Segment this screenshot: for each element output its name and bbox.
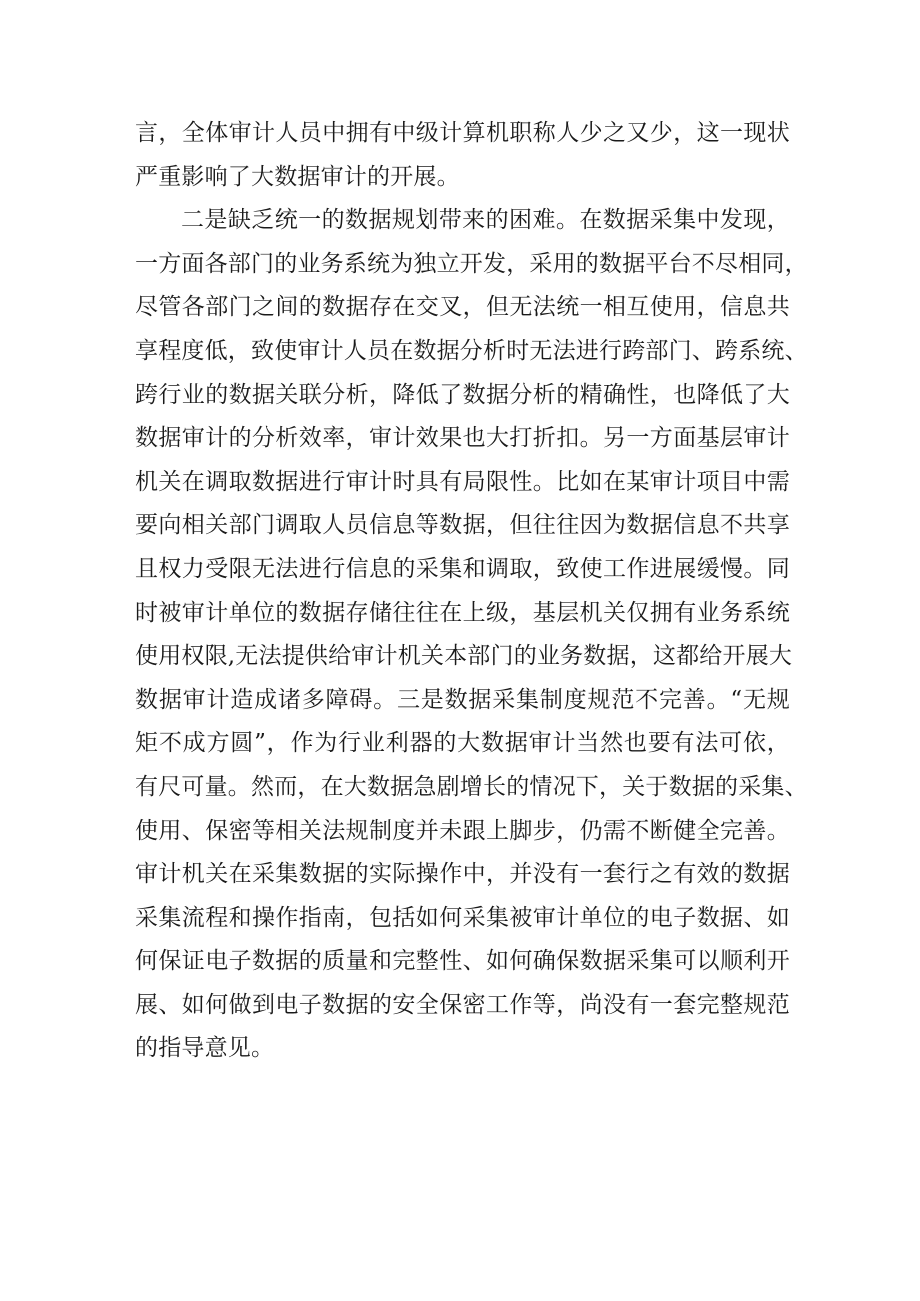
text-line: 数据审计造成诸多障碍。三是数据采集制度规范不完善。“无规 xyxy=(135,686,790,713)
body-text xyxy=(135,112,808,1071)
text-line: 尽管各部门之间的数据存在交叉，但无法统一相互使用，信息共 xyxy=(135,294,790,321)
text-line: 审计机关在采集数据的实际操作中，并没有一套行之有效的数据 xyxy=(135,861,790,888)
text-line: 何保证电子数据的质量和完整性、如何确保数据采集可以顺利开 xyxy=(135,948,790,975)
text-line: 且权力受限无法进行信息的采集和调取，致使工作进展缓慢。同 xyxy=(135,555,790,582)
text-line: 言，全体审计人员中拥有中级计算机职称人少之又少，这一现状 xyxy=(135,120,790,146)
text-line: 的指导意见。 xyxy=(135,1035,275,1062)
text-line: 机关在调取数据进行审计时具有局限性。比如在某审计项目中需 xyxy=(135,468,790,495)
text-line: 矩不成方圆”，作为行业利器的大数据审计当然也要有法可依， xyxy=(135,730,790,757)
text-line: 展、如何做到电子数据的安全保密工作等，尚没有一套完整规范 xyxy=(135,991,790,1018)
text-line: 有尺可量。然而，在大数据急剧增长的情况下，关于数据的采集、 xyxy=(135,773,808,800)
text-line: 使用、保密等相关法规制度并未跟上脚步，仍需不断健全完善。 xyxy=(135,817,790,844)
text-line: 使用权限,无法提供给审计机关本部门的业务数据，这都给开展大 xyxy=(135,643,793,670)
text-line: 要向相关部门调取人员信息等数据，但往往因为数据信息不共享 xyxy=(135,512,790,539)
text-line: 一方面各部门的业务系统为独立开发，采用的数据平台不尽相同， xyxy=(135,250,808,277)
text-line: 采集流程和操作指南，包括如何采集被审计单位的电子数据、如 xyxy=(135,904,790,931)
text-line: 严重影响了大数据审计的开展。 xyxy=(135,163,460,190)
text-line: 跨行业的数据关联分析，降低了数据分析的精确性，也降低了大 xyxy=(135,381,790,408)
text-line: 时被审计单位的数据存储往往在上级，基层机关仅拥有业务系统 xyxy=(135,599,790,626)
text-line: 数据审计的分析效率，审计效果也大打折扣。另一方面基层审计 xyxy=(135,425,790,452)
text-line: 享程度低，致使审计人员在数据分析时无法进行跨部门、跨系统、 xyxy=(135,337,808,364)
paragraph-first-line: 二是缺乏统一的数据规划带来的困难。在数据采集中发现， xyxy=(181,207,790,234)
